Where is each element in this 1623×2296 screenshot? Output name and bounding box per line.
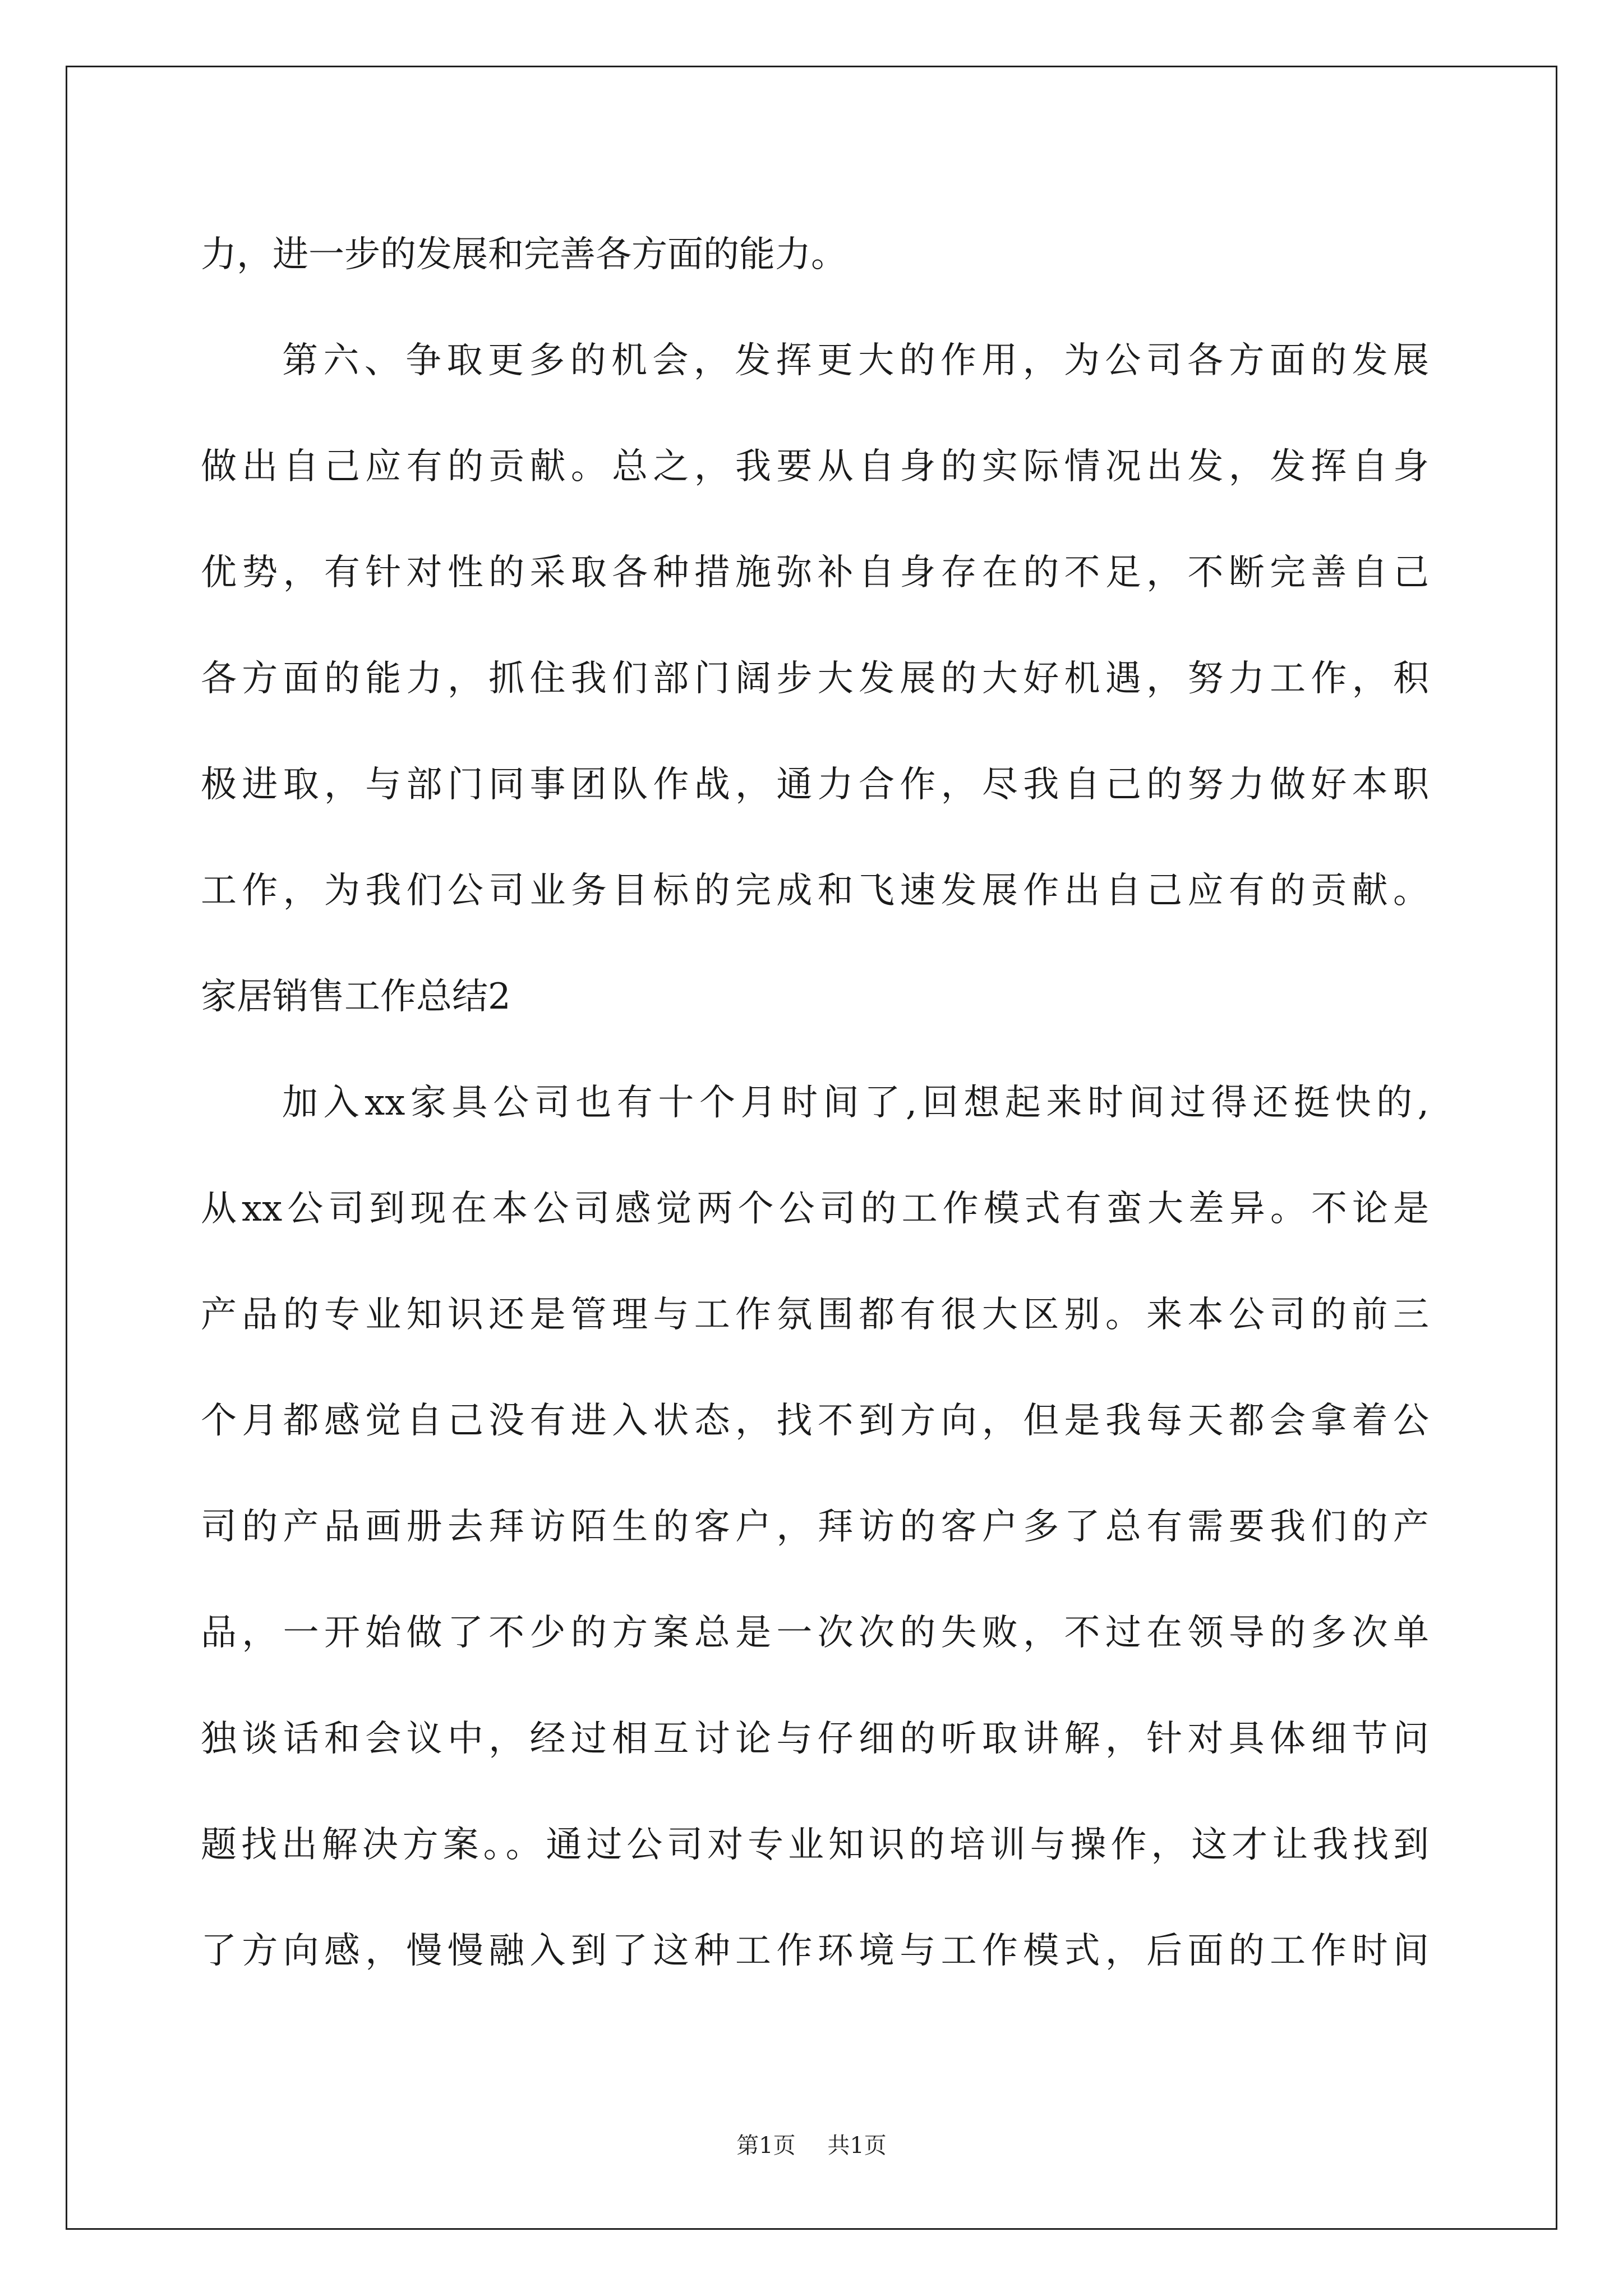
text-line: 了方向感，慢慢融入到了这种工作环境与工作模式，后面的工作时间: [201, 1930, 1429, 1972]
text-line: 极进取，与部门同事团队作战，通力合作，尽我自己的努力做好本职: [201, 764, 1429, 806]
text-line: 加入xx家具公司也有十个月时间了,回想起来时间过得还挺快的,: [282, 1082, 1429, 1124]
text-line: 个月都感觉自己没有进入状态，找不到方向，但是我每天都会拿着公: [201, 1400, 1429, 1442]
text-line: 各方面的能力，抓住我们部门阔步大发展的大好机遇，努力工作，积: [201, 658, 1429, 700]
text-line: 力，进一步的发展和完善各方面的能力。: [201, 234, 847, 275]
section-heading: 家居销售工作总结2: [201, 976, 511, 1018]
text-line: 司的产品画册去拜访陌生的客户，拜访的客户多了总有需要我们的产: [201, 1506, 1429, 1548]
text-line: 工作，为我们公司业务目标的完成和飞速发展作出自己应有的贡献。: [201, 870, 1429, 912]
text-line: 第六、争取更多的机会，发挥更大的作用，为公司各方面的发展: [282, 340, 1429, 381]
page-number-total: 共1页: [827, 2133, 887, 2159]
text-line: 产品的专业知识还是管理与工作氛围都有很大区别。来本公司的前三: [201, 1294, 1429, 1336]
page-footer: [0, 2129, 1623, 2162]
text-line: 做出自己应有的贡献。总之，我要从自身的实际情况出发，发挥自身: [201, 446, 1429, 487]
text-line: 独谈话和会议中，经过相互讨论与仔细的听取讲解，针对具体细节问: [201, 1718, 1429, 1760]
text-line: 从xx公司到现在本公司感觉两个公司的工作模式有蛮大差异。不论是: [201, 1188, 1429, 1230]
page-number-current: 第1页: [736, 2133, 796, 2159]
text-line: 题找出解决方案。。通过公司对专业知识的培训与操作，这才让我找到: [201, 1824, 1429, 1866]
document-body: [201, 202, 1429, 2004]
text-line: 优势，有针对性的采取各种措施弥补自身存在的不足，不断完善自己: [201, 552, 1429, 593]
text-line: 品，一开始做了不少的方案总是一次次的失败，不过在领导的多次单: [201, 1612, 1429, 1654]
